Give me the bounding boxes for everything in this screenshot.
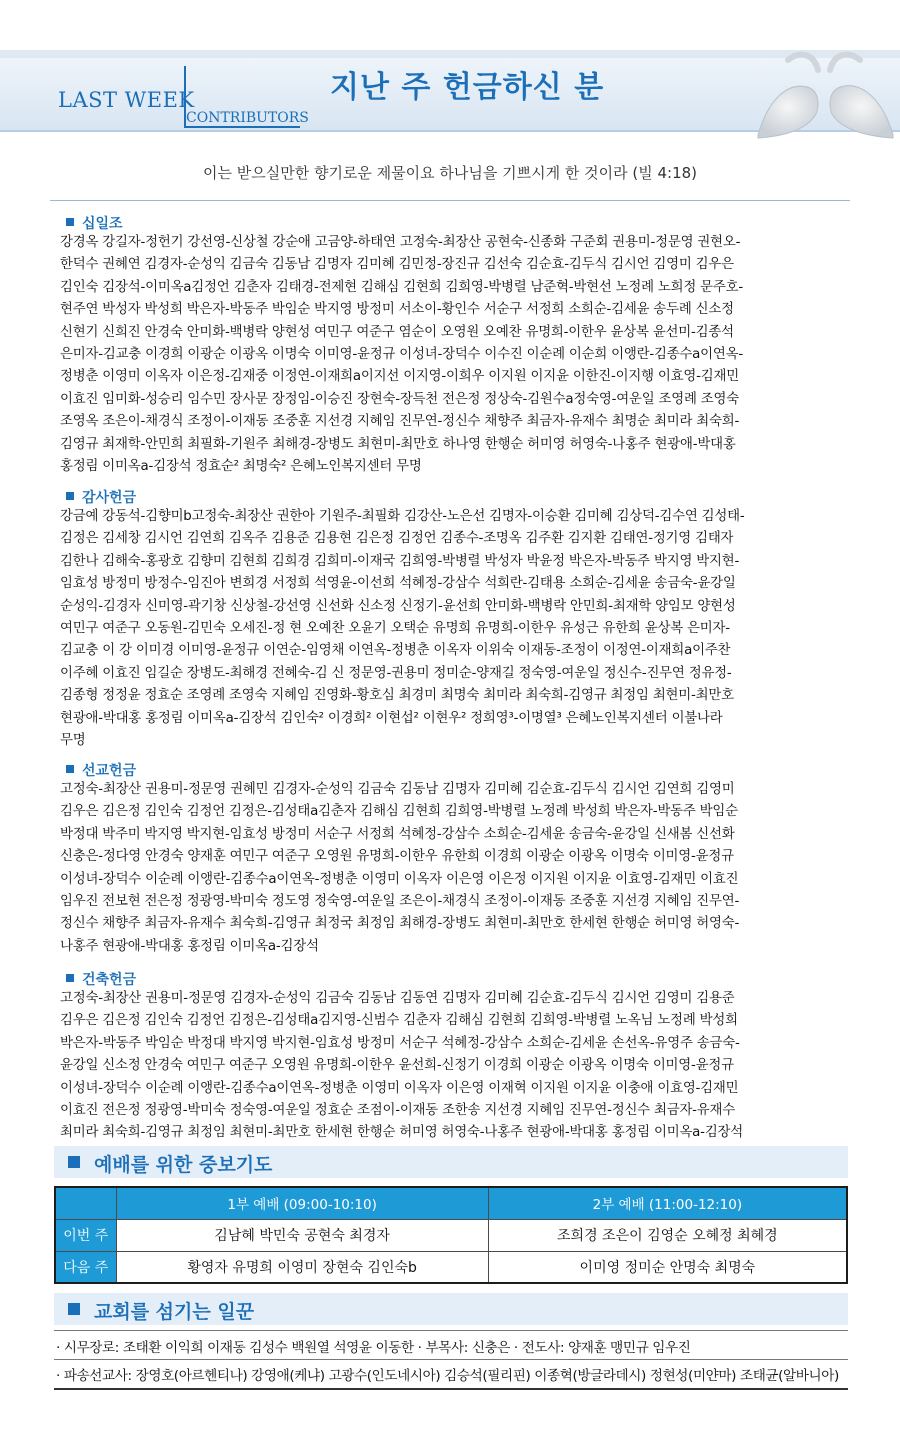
prayer-table bbox=[54, 1186, 848, 1284]
staff-divider bbox=[54, 1359, 848, 1360]
name-line: 김종형 정정윤 정효순 조영례 조영숙 지혜임 진영화-황호심 최경미 최명숙 최미라 최숙희-김영규 최정임 최현미-최만호 bbox=[60, 688, 734, 704]
staff-divider bbox=[54, 1330, 848, 1331]
name-line: 김정은 김세창 김시언 김연희 김옥주 김용준 김용현 김은정 김정언 김종수-조명옥 김주환 김지환 김태연-정기영 김태자 bbox=[60, 531, 734, 547]
section-square-icon bbox=[66, 492, 74, 500]
row-label-this-week: 이번 주 bbox=[55, 1219, 116, 1251]
staff-missionaries-line: · 파송선교사: 장영호(아르헨티나) 강영애(케냐) 고광수(인도네시아) 김승석(필리핀) 이종혁(방글라데시) 정현성(미얀마) 조태균(알바니아) bbox=[56, 1368, 839, 1384]
name-line: 한덕수 권혜연 김경자-순성익 김금숙 김동남 김명자 김미혜 김민정-장진규 김선숙 김순효-김두식 김시언 김영미 김우은 bbox=[60, 257, 734, 273]
name-line: 이성녀-장덕수 이순례 이앵란-김종수a이연옥-정병춘 이영미 이옥자 이은영 이재혁 이지원 이지윤 이충애 이효영-김재민 bbox=[60, 1080, 739, 1096]
name-line: 김우은 김은정 김인숙 김정언 김정은-김성태a김지영-신범수 김춘자 김해심 김현희 김희영-박병렬 노옥님 노정례 박성희 bbox=[60, 1013, 738, 1029]
name-line: 현광애-박대홍 홍정림 이미옥a-김장석 김인숙² 이경희² 이현섭² 이현우² 정희영³-이명열³ 은혜노인복지센터 이불나라 bbox=[60, 710, 723, 726]
intercessory-prayer-header bbox=[54, 1146, 848, 1178]
prayer-table-header-row bbox=[55, 1187, 847, 1219]
section-title-mission: 선교헌금 bbox=[66, 760, 136, 780]
name-line: 현주연 박성자 박성희 박은자-박동주 박임순 박지영 방정미 서소이-황인수 서순구 서정희 소희순-김세윤 송두례 신소정 bbox=[60, 302, 734, 318]
name-line: 순성익-김경자 신미영-곽기창 신상철-강선영 신선화 신소정 신정기-윤선희 안미화-백병락 안민희-최재학 양임모 양현성 bbox=[60, 598, 736, 614]
name-line: 고정숙-최장산 권용미-정문영 김경자-순성익 김금숙 김동남 김동연 김명자 김미혜 김순효-김두식 김시언 김영미 김용준 bbox=[60, 991, 735, 1006]
name-line: 강금예 강동석-김향미b고정숙-최장산 권한아 기원주-최필화 김강산-노은선 김명자-이승환 김미혜 김상덕-김수연 김성태- bbox=[60, 509, 745, 524]
name-line: 김한나 김해숙-홍광호 김향미 김현희 김희경 김희미-이재국 김희영-박병렬 박성자 박윤정 박은자-박동주 박지영 박지현- bbox=[60, 553, 740, 569]
this-week-service-2: 조희경 조은이 김영순 오혜정 최혜경 bbox=[488, 1219, 847, 1251]
section-square-icon bbox=[66, 218, 74, 226]
name-line: 김우은 김은정 김인숙 김정언 김정은-김성태a김춘자 김해심 김현희 김희영-박병렬 노정례 박성희 박은자-박동주 박임순 bbox=[60, 804, 738, 820]
name-line: 이주혜 이효진 임길순 장병도-최해경 전혜숙-김 신 정문영-권용미 정미순-양재길 정숙영-여운일 정신수-진무연 정유정- bbox=[60, 665, 732, 681]
next-week-service-1: 황영자 유명희 이영미 장현숙 김인숙b bbox=[116, 1251, 488, 1283]
name-line: 신현기 신희진 안경숙 안미화-백병락 양현성 여민구 여준구 염순이 오영원 오예찬 유명희-이한우 윤상복 윤선미-김종석 bbox=[60, 324, 734, 340]
section-square-icon bbox=[66, 765, 74, 773]
staff-elders-line: · 시무장로: 조태환 이익희 이재동 김성수 백원열 석영윤 이동한 · 부목사: 신충은 · 전도사: 양재훈 맹민규 임우진 bbox=[56, 1340, 691, 1356]
section-square-icon bbox=[66, 974, 74, 982]
next-week-service-2: 이미영 정미순 안명숙 최명숙 bbox=[488, 1251, 847, 1283]
section-body-tithe bbox=[60, 232, 850, 478]
name-line: 김영규 최재학-안민희 최필화-기원주 최해경-장병도 최현미-최만호 하나영 한행순 허미영 허영숙-나홍주 현광애-박대홍 bbox=[60, 436, 736, 452]
name-line: 이성녀-장덕수 이순례 이앵란-김종수a이연옥-정병춘 이영미 이옥자 이은영 이은정 이지원 이지윤 이효영-김재민 이효진 bbox=[60, 871, 739, 887]
name-line: 박정대 박주미 박지영 박지현-임효성 방정미 서순구 서정희 석혜정-강삼수 소희순-김세윤 송금숙-윤강일 신새봄 신선화 bbox=[60, 826, 735, 842]
section-title-tithe: 십일조 bbox=[66, 213, 123, 233]
name-line: 신충은-정다영 안경숙 양재훈 여민구 여준구 오영원 유명희-이한우 유한희 이경희 이광순 이광옥 이명숙 이미영-윤정규 bbox=[60, 849, 734, 865]
name-line: 홍정림 이미옥a-김장석 정효순² 최명숙² 은혜노인복지센터 무명 bbox=[60, 458, 422, 474]
name-line: 조영옥 조은이-채경식 조정이-이재동 조중훈 지선경 지혜임 진무연-정신수 채향주 최금자-유재수 최명순 최미라 최숙희- bbox=[60, 414, 740, 430]
name-line: 최미라 최숙희-김영규 최정임 최현미-최만호 한세현 한행순 허미영 허영숙-나홍주 현광애-박대홍 홍정림 이미옥a-김장석 bbox=[60, 1125, 744, 1141]
name-line: 강경옥 강길자-정헌기 강선영-신상철 강순애 고금양-하태연 고정숙-최장산 공현숙-신종화 구준회 권용미-정문영 권현오- bbox=[60, 235, 741, 250]
service-1-header: 1부 예배 (09:00-10:10) bbox=[116, 1187, 488, 1219]
church-staff-title: 교회를 섬기는 일꾼 bbox=[94, 1301, 255, 1323]
name-line: 은미자-김교충 이경희 이광순 이광옥 이명숙 이미영-윤정규 이성녀-장덕수 이수진 이순례 이순희 이앵란-김종수a이연옥- bbox=[60, 346, 744, 362]
page-title: 지난 주 헌금하신 분 bbox=[330, 70, 605, 105]
name-line: 여민구 여준구 오동원-김민숙 오세진-정 현 오예찬 오윤기 오택순 유명희 유명희-이한우 유성근 유한희 윤상복 은미자- bbox=[60, 620, 730, 636]
section-body-mission bbox=[60, 779, 850, 958]
name-line: 윤강일 신소정 안경숙 여민구 여준구 오영원 유명희-이한우 윤선희-신정기 이경희 이광순 이광옥 이명숙 이미영-윤정규 bbox=[60, 1058, 734, 1074]
open-hands-image bbox=[748, 40, 900, 140]
section-body-building bbox=[60, 988, 850, 1145]
church-staff-header bbox=[54, 1293, 848, 1325]
name-line: 김교충 이 강 이미경 이미영-윤정규 이연순-임영채 이연옥-정병춘 이옥자 이위숙 이재동-조정이 이정연-이재희a이주찬 bbox=[60, 643, 731, 659]
table-row bbox=[55, 1251, 847, 1283]
name-line: 임우진 전보현 전은정 정광영-박미숙 정도영 정숙영-여운일 조은이-채경식 조정이-이재동 조중훈 지선경 지혜임 진무연- bbox=[60, 893, 740, 909]
name-line: 무명 bbox=[60, 732, 86, 748]
page-header bbox=[0, 0, 900, 140]
section-square-icon bbox=[68, 1156, 80, 1168]
verse-text: 이는 받으실만한 향기로운 제물이요 하나님을 기쁘시게 한 것이라 (빌 4:18) bbox=[202, 164, 698, 182]
section-square-icon bbox=[68, 1303, 80, 1315]
name-line: 임효성 방정미 방정수-임진아 변희경 서정희 석영윤-이선희 석혜정-강삼수 석희란-김태용 소희순-김세윤 송금숙-윤강일 bbox=[60, 576, 736, 592]
name-line: 박은자-박동주 박임순 박정대 박지영 박지현-임효성 방정미 서순구 석혜정-강삼수 소희순-김세윤 손선옥-유영주 송금숙- bbox=[60, 1035, 740, 1051]
section-body-thanksgiving bbox=[60, 506, 850, 752]
row-label-next-week: 다음 주 bbox=[55, 1251, 116, 1283]
intercessory-prayer-title: 예배를 위한 중보기도 bbox=[94, 1154, 273, 1176]
name-line: 이효진 임미화-성승리 임수민 장사문 장정임-이승진 장현숙-장득천 전은정 정상숙-김원수a정숙영-여운일 조영례 조영숙 bbox=[60, 391, 739, 407]
name-line: 정신수 채향주 최금자-유재수 최숙희-김영규 최정국 최정임 최해경-장병도 최현미-최만호 한세현 한행순 허미영 허영숙- bbox=[60, 916, 740, 932]
header-label-contributors: CONTRIBUTORS bbox=[186, 110, 309, 126]
header-label-last-week: LAST WEEK bbox=[58, 88, 195, 112]
name-line: 나홍주 현광애-박대홍 홍정림 이미옥a-김장석 bbox=[60, 938, 319, 954]
name-line: 정병춘 이영미 이옥자 이은정-김재중 이정연-이재희a이지선 이지영-이희우 이지원 이지윤 이한진-이지행 이효영-김재민 bbox=[60, 369, 739, 385]
name-line: 김인숙 김장석-이미옥a김정언 김춘자 김태경-전제현 김해심 김현희 김희영-박병렬 남준혁-박현선 노정례 노희정 문주호- bbox=[60, 279, 744, 295]
name-line: 고정숙-최장산 권용미-정문영 권혜민 김경자-순성익 김금숙 김동남 김명자 김미혜 김순효-김두식 김시언 김연희 김영미 bbox=[60, 782, 735, 797]
prayer-table-corner bbox=[55, 1187, 116, 1219]
this-week-service-1: 김남혜 박민숙 공현숙 최경자 bbox=[116, 1219, 488, 1251]
service-2-header: 2부 예배 (11:00-12:10) bbox=[488, 1187, 847, 1219]
verse-divider bbox=[50, 200, 850, 201]
table-row bbox=[55, 1219, 847, 1251]
section-title-thanksgiving: 감사헌금 bbox=[66, 487, 136, 507]
staff-bottom-rule bbox=[54, 1388, 848, 1390]
section-title-building: 건축헌금 bbox=[66, 969, 136, 989]
name-line: 이효진 전은정 정광영-박미숙 정숙영-여운일 정효순 조점이-이재동 조한송 지선경 지혜임 진무연-정신수 최금자-유재수 bbox=[60, 1102, 736, 1118]
